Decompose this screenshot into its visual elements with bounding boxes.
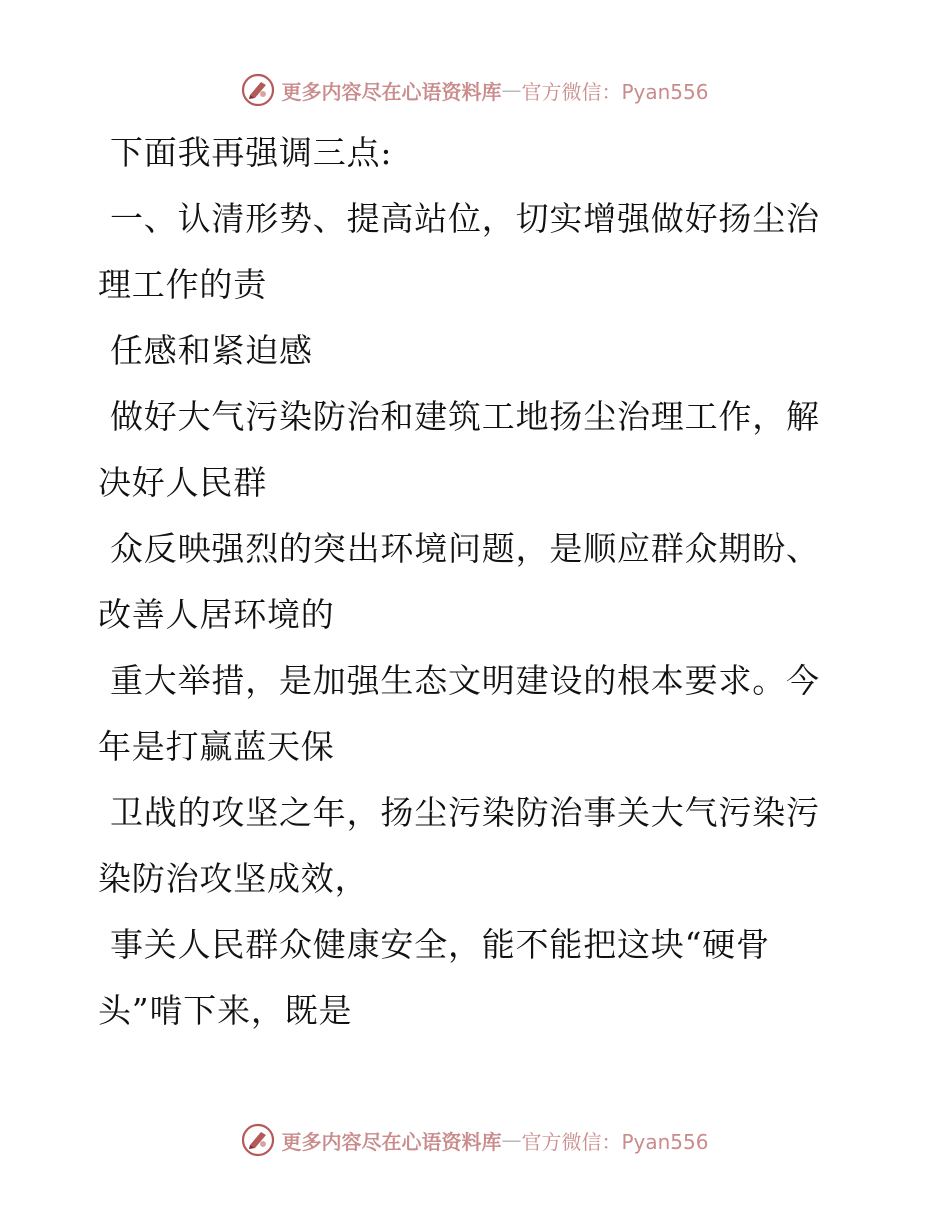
text-line: 重大举措，是加强生态文明建设的根本要求。今	[110, 661, 820, 700]
header-watermark	[0, 70, 950, 110]
watermark-wechat-text: 官方微信：Pyan556	[521, 1129, 709, 1154]
text-line: 做好大气污染防治和建筑工地扬尘治理工作，解	[110, 397, 820, 436]
document-body	[98, 120, 838, 1044]
watermark-main-text: 更多内容尽在心语资料库	[281, 1129, 502, 1154]
text-line: 卫战的攻坚之年，扬尘污染防治事关大气污染污	[110, 793, 820, 832]
paragraph	[98, 912, 838, 1044]
seal-logo-icon	[241, 73, 275, 107]
paragraph	[98, 516, 838, 648]
paragraph	[98, 384, 838, 516]
text-line: 一、认清形势、提高站位，切实增强做好扬尘治	[110, 199, 820, 238]
paragraph	[98, 780, 838, 912]
watermark-separator: —	[501, 78, 522, 102]
text-line: 众反映强烈的突出环境问题，是顺应群众期盼、	[110, 529, 820, 568]
paragraph	[98, 318, 838, 384]
seal-logo-icon	[241, 1123, 275, 1157]
text-line: 染防治攻坚成效，	[98, 859, 369, 898]
text-line: 理工作的责	[98, 265, 267, 304]
watermark-separator: —	[501, 1128, 522, 1152]
text-line: 任感和紧迫感	[110, 331, 313, 370]
text-line: 决好人民群	[98, 463, 267, 502]
watermark-main-text: 更多内容尽在心语资料库	[281, 79, 502, 104]
watermark-wechat-text: 官方微信：Pyan556	[521, 79, 709, 104]
text-line: 改善人居环境的	[98, 595, 335, 634]
text-line: 头”啃下来，既是	[98, 991, 353, 1030]
text-line: 事关人民群众健康安全，能不能把这块“硬骨	[110, 925, 770, 964]
paragraph	[98, 648, 838, 780]
footer-watermark	[0, 1120, 950, 1160]
paragraph	[98, 186, 838, 318]
text-line: 年是打赢蓝天保	[98, 727, 335, 766]
paragraph	[98, 120, 838, 186]
text-line: 下面我再强调三点:	[110, 133, 393, 172]
